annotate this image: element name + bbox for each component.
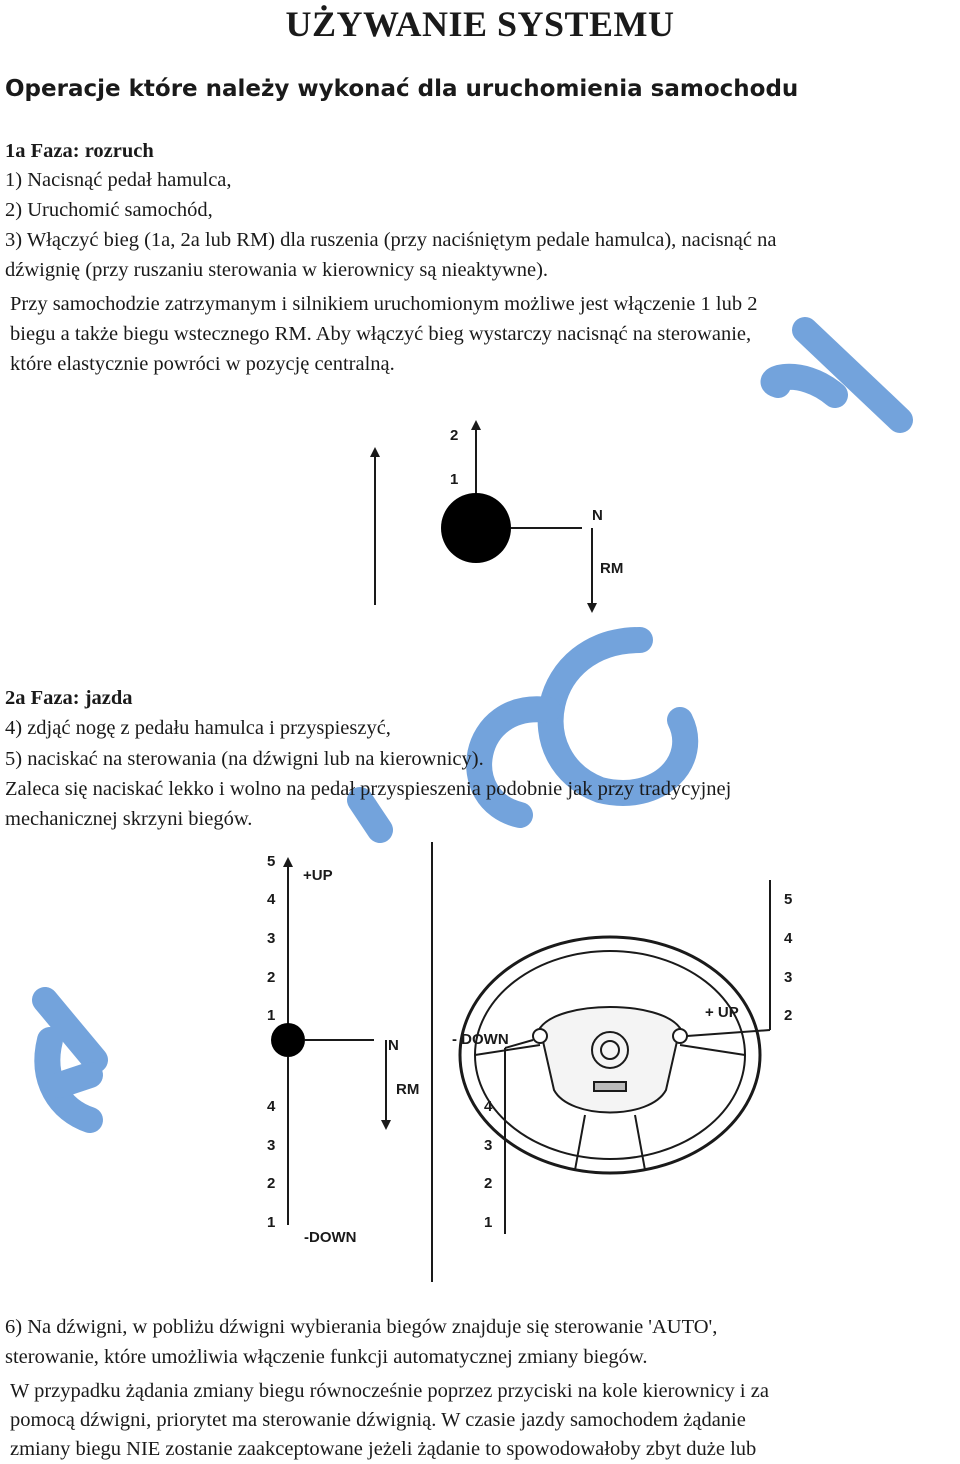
lever-up-3: 3 (267, 930, 276, 947)
page-title: UŻYWANIE SYSTEMU (285, 4, 675, 44)
priority-note-line: zmiany biegu NIE zostanie zaakceptowane jeżeli żądanie to spowodowałoby zbyt duże lub (10, 1438, 757, 1460)
phase2-line: 4) zdjąć nogę z pedału hamulca i przyspieszyć, (5, 717, 391, 739)
phase1-heading: 1a Faza: rozruch (5, 140, 154, 162)
auto-control-line: sterowanie, które umożliwia włączenie funkcji automatycznej zmiany biegów. (5, 1346, 648, 1368)
phase2-line: 5) naciskać na sterowania (na dźwigni lub na kierownicy). (5, 748, 484, 770)
lever-down-3: 3 (267, 1137, 276, 1154)
lever-up-2: 2 (267, 969, 276, 986)
phase1-line: 3) Włączyć bieg (1a, 2a lub RM) dla ruszenia (przy naciśniętym pedale hamulca), nacisnąć na (5, 229, 777, 251)
wheel-up-5: 5 (784, 891, 793, 908)
gear-label-2: 2 (450, 427, 459, 444)
lever-up-label: +UP (303, 867, 333, 884)
wheel-up-3: 3 (784, 969, 793, 986)
phase1-note-line: Przy samochodzie zatrzymanym i silnikiem uruchomionym możliwe jest włączenie 1 lub 2 (10, 293, 758, 315)
phase2-line: Zaleca się naciskać lekko i wolno na pedał przyspieszenia podobnie jak przy tradycyjnej (5, 778, 732, 800)
phase1-note-line: biegu a także biegu wstecznego RM. Aby włączyć bieg wystarczy nacisnąć na sterowanie, (10, 323, 752, 345)
phase1-line: 1) Nacisnąć pedał hamulca, (5, 169, 232, 191)
wheel-up-2: 2 (784, 1007, 793, 1024)
phase2-line: mechanicznej skrzyni biegów. (5, 808, 253, 830)
auto-control-line: 6) Na dźwigni, w pobliżu dźwigni wybierania biegów znajduje się sterowanie 'AUTO', (5, 1316, 718, 1338)
lever-rm-label: RM (396, 1081, 420, 1098)
gear-label-1: 1 (450, 471, 459, 488)
lever-n-label: N (388, 1037, 399, 1054)
priority-note-line: W przypadku żądania zmiany biegu równocześnie poprzez przyciski na kole kierownicy i za (10, 1380, 769, 1402)
lever-knob (271, 1023, 305, 1057)
wheel-down-3: 3 (484, 1137, 493, 1154)
phase1-line: 2) Uruchomić samochód, (5, 199, 213, 221)
priority-note-line: pomocą dźwigni, priorytet ma sterowanie dźwignią. W czasie jazdy samochodem żądanie (10, 1409, 746, 1431)
lever-down-1: 1 (267, 1214, 276, 1231)
section-subtitle: Operacje które należy wykonać dla uruchomienia samochodu (5, 76, 799, 102)
wheel-down-1: 1 (484, 1214, 493, 1231)
phase1-note-line: które elastycznie powróci w pozycję centralną. (10, 353, 395, 375)
phase2-heading: 2a Faza: jazda (5, 687, 133, 709)
phase1-line: dźwignię (przy ruszaniu sterowania w kierownicy są nieaktywne). (5, 259, 549, 281)
gear-label-rm: RM (600, 560, 624, 577)
lever-up-5: 5 (267, 853, 276, 870)
lever-up-4: 4 (267, 891, 276, 908)
lever-down-label: -DOWN (304, 1229, 357, 1246)
wheel-up-label: + UP (705, 1004, 739, 1021)
gear-label-n: N (592, 507, 603, 524)
wheel-down-4: 4 (484, 1098, 493, 1115)
lever-down-4: 4 (267, 1098, 276, 1115)
lever-down-2: 2 (267, 1175, 276, 1192)
wheel-down-2: 2 (484, 1175, 493, 1192)
lever-up-1: 1 (267, 1007, 276, 1024)
wheel-down-label: - DOWN (452, 1031, 509, 1048)
wheel-up-4: 4 (784, 930, 793, 947)
